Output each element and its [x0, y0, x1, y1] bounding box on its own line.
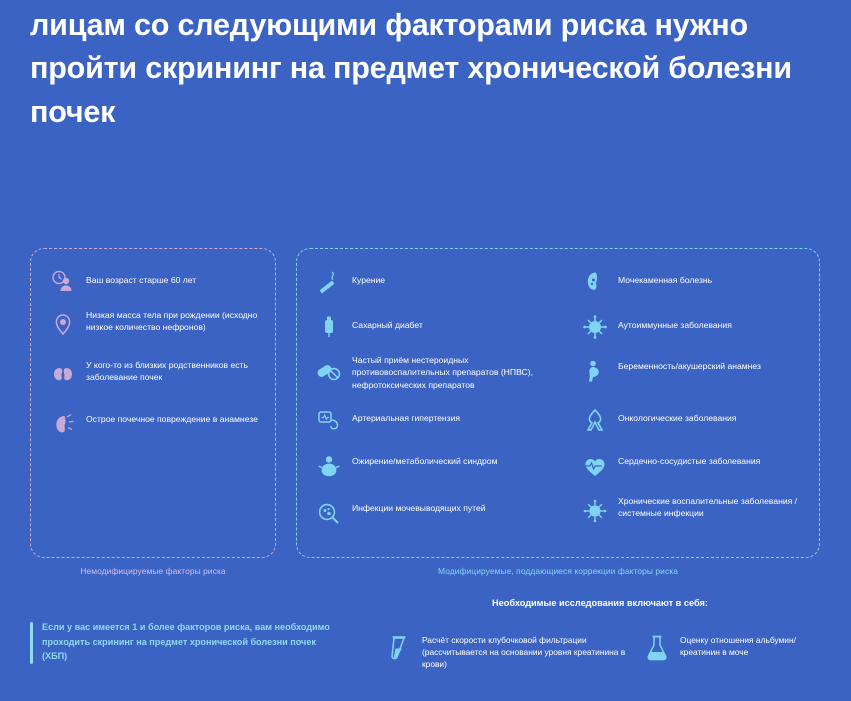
pills-icon [312, 353, 346, 387]
list-item [312, 403, 552, 437]
panel-right-caption: Модифицируемые, поддающиеся коррекции факторы риска [438, 566, 678, 576]
list-item-label: Аутоиммунные заболевания [618, 320, 732, 330]
pregnancy-icon [578, 355, 612, 389]
list-item-label: Острое почечное повреждение в анамнезе [86, 414, 258, 424]
screening-note: Если у вас имеется 1 и более факторов риска, вам необходимо проходить скрининг на предмет хронической болезни почек (ХБП) [30, 620, 330, 664]
blood-tube-icon [382, 630, 416, 668]
magnifier-bacteria-icon [312, 497, 346, 531]
list-item [312, 310, 552, 344]
list-item [578, 310, 813, 344]
newborn-weight-icon [46, 308, 80, 342]
list-item [578, 494, 813, 528]
study-item [382, 630, 632, 671]
study-label: Расчёт скорости клубочковой фильтрации (рассчитывается на основании уровня креатинина в крови) [422, 635, 626, 670]
study-label: Оценку отношения альбумин/креатинин в моче [680, 635, 796, 658]
studies-title: Необходимые исследования включают в себя: [492, 598, 708, 608]
flask-icon [640, 630, 674, 668]
age-clock-person-icon [46, 265, 80, 299]
list-item [46, 265, 268, 299]
list-item-label: Инфекции мочевыводящих путей [352, 503, 486, 513]
list-item [578, 403, 813, 437]
heart-icon [578, 450, 612, 484]
list-item [312, 450, 552, 484]
list-item [578, 450, 813, 484]
list-item [312, 353, 552, 391]
autoimmune-virus-icon [578, 310, 612, 344]
list-item-label: Артериальная гипертензия [352, 413, 461, 423]
blood-pressure-monitor-icon [312, 403, 346, 437]
insulin-pen-icon [312, 310, 346, 344]
virus-inflammation-icon [578, 494, 612, 528]
kidney-stone-icon [578, 265, 612, 299]
list-item-label: Хронические воспалительные заболевания /системные инфекции [618, 496, 798, 519]
list-item [312, 265, 552, 299]
list-item [312, 497, 552, 531]
list-item-label: Онкологические заболевания [618, 413, 737, 423]
list-item-label: Сахарный диабет [352, 320, 423, 330]
list-item-label: У кого-то из близких родственников есть заболевание почек [86, 360, 248, 383]
page-title: лицам со следующими факторами риска нужно пройти скрининг на предмет хронической болезни почек [30, 8, 792, 129]
list-item-label: Сердечно-сосудистые заболевания [618, 456, 761, 466]
list-item [578, 355, 813, 389]
list-item-label: Частый приём нестероидных противовоспалительных препаратов (НПВС), нефротоксических препаратов [352, 355, 533, 390]
list-item-label: Мочекаменная болезнь [618, 275, 713, 285]
list-item [46, 408, 268, 442]
panel-left-caption: Немодифицируемые факторы риска [80, 566, 226, 576]
kidneys-family-icon [46, 358, 80, 392]
study-item [640, 630, 830, 668]
list-item [578, 265, 813, 299]
list-item-label: Курение [352, 275, 386, 285]
list-item [46, 358, 268, 392]
list-item-label: Ваш возраст старше 60 лет [86, 275, 197, 285]
awareness-ribbon-icon [578, 403, 612, 437]
list-item-label: Ожирение/метаболический синдром [352, 456, 498, 466]
kidney-injury-icon [46, 408, 80, 442]
obesity-person-icon [312, 450, 346, 484]
cigarette-icon [312, 265, 346, 299]
list-item-label: Беременность/акушерский анамнез [618, 361, 761, 371]
list-item-label: Низкая масса тела при рождении (исходно низкое количество нефронов) [86, 310, 258, 333]
list-item [46, 308, 268, 342]
